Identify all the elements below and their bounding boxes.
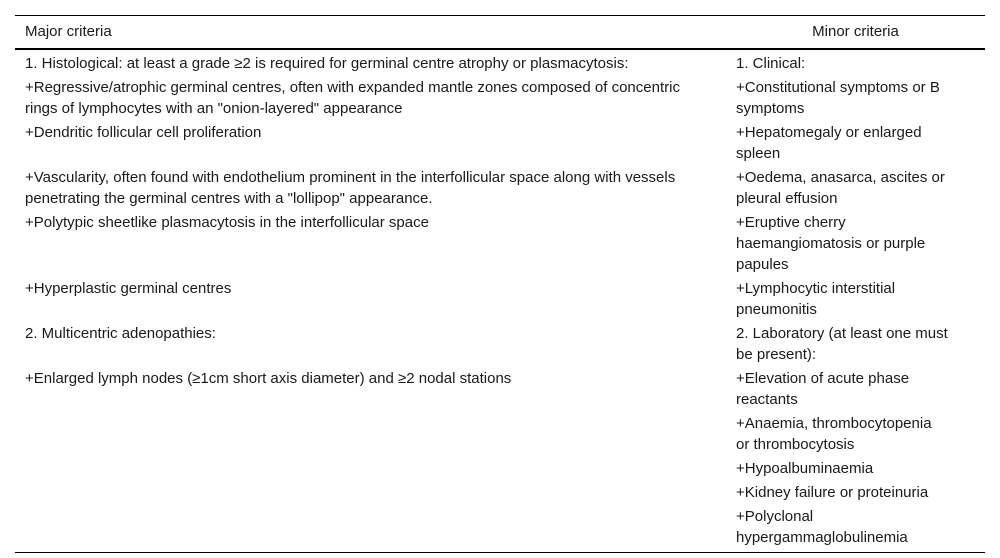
minor-cell: +Polyclonal hypergammaglobulinemia: [736, 508, 908, 546]
minor-cell: +Hypoalbuminaemia: [736, 460, 874, 477]
major-cell: +Regressive/atrophic germinal centres, often with expanded mantle zones composed of concentric rings of lymphocytes with an "onion-layered" appearance: [25, 79, 680, 117]
criteria-table: [15, 15, 985, 553]
table-row: [15, 481, 985, 505]
table-row: [15, 457, 985, 481]
minor-cell: 2. Laboratory (at least one must be present):: [736, 325, 948, 363]
minor-cell: +Oedema, anasarca, ascites or pleural effusion: [736, 169, 945, 207]
table-row: [15, 505, 985, 553]
minor-cell: +Anaemia, thrombocytopenia or thrombocytosis: [736, 415, 932, 453]
minor-criteria-header: Minor criteria: [726, 16, 985, 50]
major-cell: +Dendritic follicular cell proliferation: [25, 124, 262, 141]
header-row: [15, 16, 985, 50]
major-cell: 2. Multicentric adenopathies:: [25, 325, 216, 342]
major-cell: +Vascularity, often found with endothelium prominent in the interfollicular space along with vessels penetrating the germinal centres with a "lollipop" appearance.: [25, 169, 676, 207]
table-row: [15, 211, 985, 277]
minor-cell: +Eruptive cherry haemangiomatosis or purple papules: [736, 214, 926, 273]
major-cell: [15, 457, 726, 481]
minor-cell: +Hepatomegaly or enlarged spleen: [736, 124, 922, 162]
table-row: [15, 367, 985, 412]
table-row: [15, 121, 985, 166]
criteria-table-container: [15, 15, 985, 553]
major-cell: +Enlarged lymph nodes (≥1cm short axis diameter) and ≥2 nodal stations: [25, 370, 512, 387]
major-cell: +Hyperplastic germinal centres: [25, 280, 232, 297]
minor-cell: +Lymphocytic interstitial pneumonitis: [736, 280, 896, 318]
table-row: [15, 277, 985, 322]
minor-cell: 1. Clinical:: [736, 55, 806, 72]
major-cell: +Polytypic sheetlike plasmacytosis in the interfollicular space: [25, 214, 429, 231]
table-row: [15, 49, 985, 76]
table-row: [15, 412, 985, 457]
minor-cell: +Constitutional symptoms or B symptoms: [736, 79, 940, 117]
major-criteria-header: Major criteria: [15, 16, 726, 50]
table-row: [15, 166, 985, 211]
major-cell: [15, 481, 726, 505]
minor-cell: +Elevation of acute phase reactants: [736, 370, 910, 408]
major-cell: [15, 412, 726, 457]
major-cell: 1. Histological: at least a grade ≥2 is required for germinal centre atrophy or plasmacytosis:: [25, 55, 629, 72]
minor-cell: +Kidney failure or proteinuria: [736, 484, 929, 501]
table-row: [15, 76, 985, 121]
table-row: [15, 322, 985, 367]
major-cell: [15, 505, 726, 553]
